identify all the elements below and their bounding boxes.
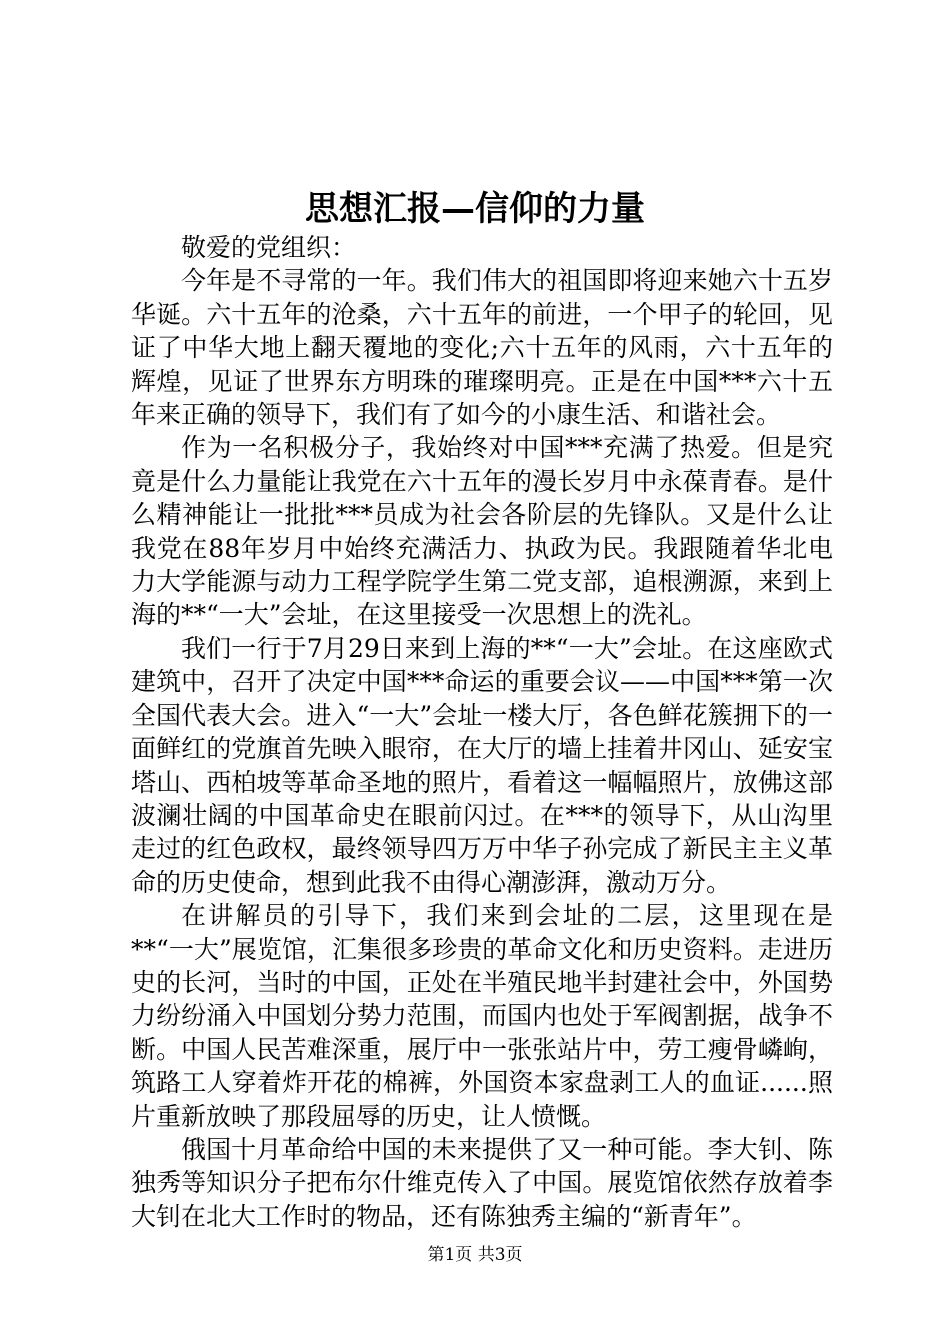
- paragraph-4: 在讲解员的引导下，我们来到会址的二层，这里现在是**“一大”展览馆，汇集很多珍贵的革命文化和历史资料。走进历史的长河，当时的中国，正处在半殖民地半封建社会中，外国势力纷纷涌入中国划分势力范围，而国内也处于军阀割据，战争不断。中国人民苦难深重，展厅中一张张站片中，劳工瘦骨嶙峋，筑路工人穿着炸开花的棉裤，外国资本家盘剥工人的血证......照片重新放映了那段屈辱的历史，让人愤慨。: [131, 901, 833, 1131]
- page-number-footer: 第1页 共3页: [427, 1245, 523, 1265]
- document-body: [131, 231, 833, 1233]
- paragraph-3: 我们一行于7月29日来到上海的**“一大”会址。在这座欧式建筑中，召开了决定中国***命运的重要会议——中国***第一次全国代表大会。进入“一大”会址一楼大厅，各色鲜花簇拥下的一面鲜红的党旗首先映入眼帘，在大厅的墙上挂着井冈山、延安宝塔山、西柏坡等革命圣地的照片，看着这一幅幅照片，放佛这部波澜壮阔的中国革命史在眼前闪过。在***的领导下，从山沟里走过的红色政权，最终领导四万万中华子孙完成了新民主主义革命的历史使命，想到此我不由得心潮澎湃，激动万分。: [131, 633, 833, 897]
- paragraph-5: 俄国十月革命给中国的未来提供了又一种可能。李大钊、陈独秀等知识分子把布尔什维克传入了中国。展览馆依然存放着李大钊在北大工作时的物品，还有陈独秀主编的“新青年”。: [131, 1134, 833, 1231]
- salutation: 敬爱的党组织：: [181, 233, 357, 262]
- document-title: 思想汇报—信仰的力量: [305, 189, 645, 229]
- paragraph-2: 作为一名积极分子，我始终对中国***充满了热爱。但是究竟是什么力量能让我党在六十五年的漫长岁月中永葆青春。是什么精神能让一批批***员成为社会各阶层的先锋队。又是什么让我党在88年岁月中始终充满活力、执政为民。我跟随着华北电力大学能源与动力工程学院学生第二党支部，追根溯源，来到上海的**“一大”会址，在这里接受一次思想上的洗礼。: [131, 433, 833, 630]
- paragraph-1: 今年是不寻常的一年。我们伟大的祖国即将迎来她六十五岁华诞。六十五年的沧桑，六十五年的前进，一个甲子的轮回，见证了中华大地上翻天覆地的变化;六十五年的风雨，六十五年的辉煌，见证了世界东方明珠的璀璨明亮。正是在中国***六十五年来正确的领导下，我们有了如今的小康生活、和谐社会。: [131, 266, 833, 430]
